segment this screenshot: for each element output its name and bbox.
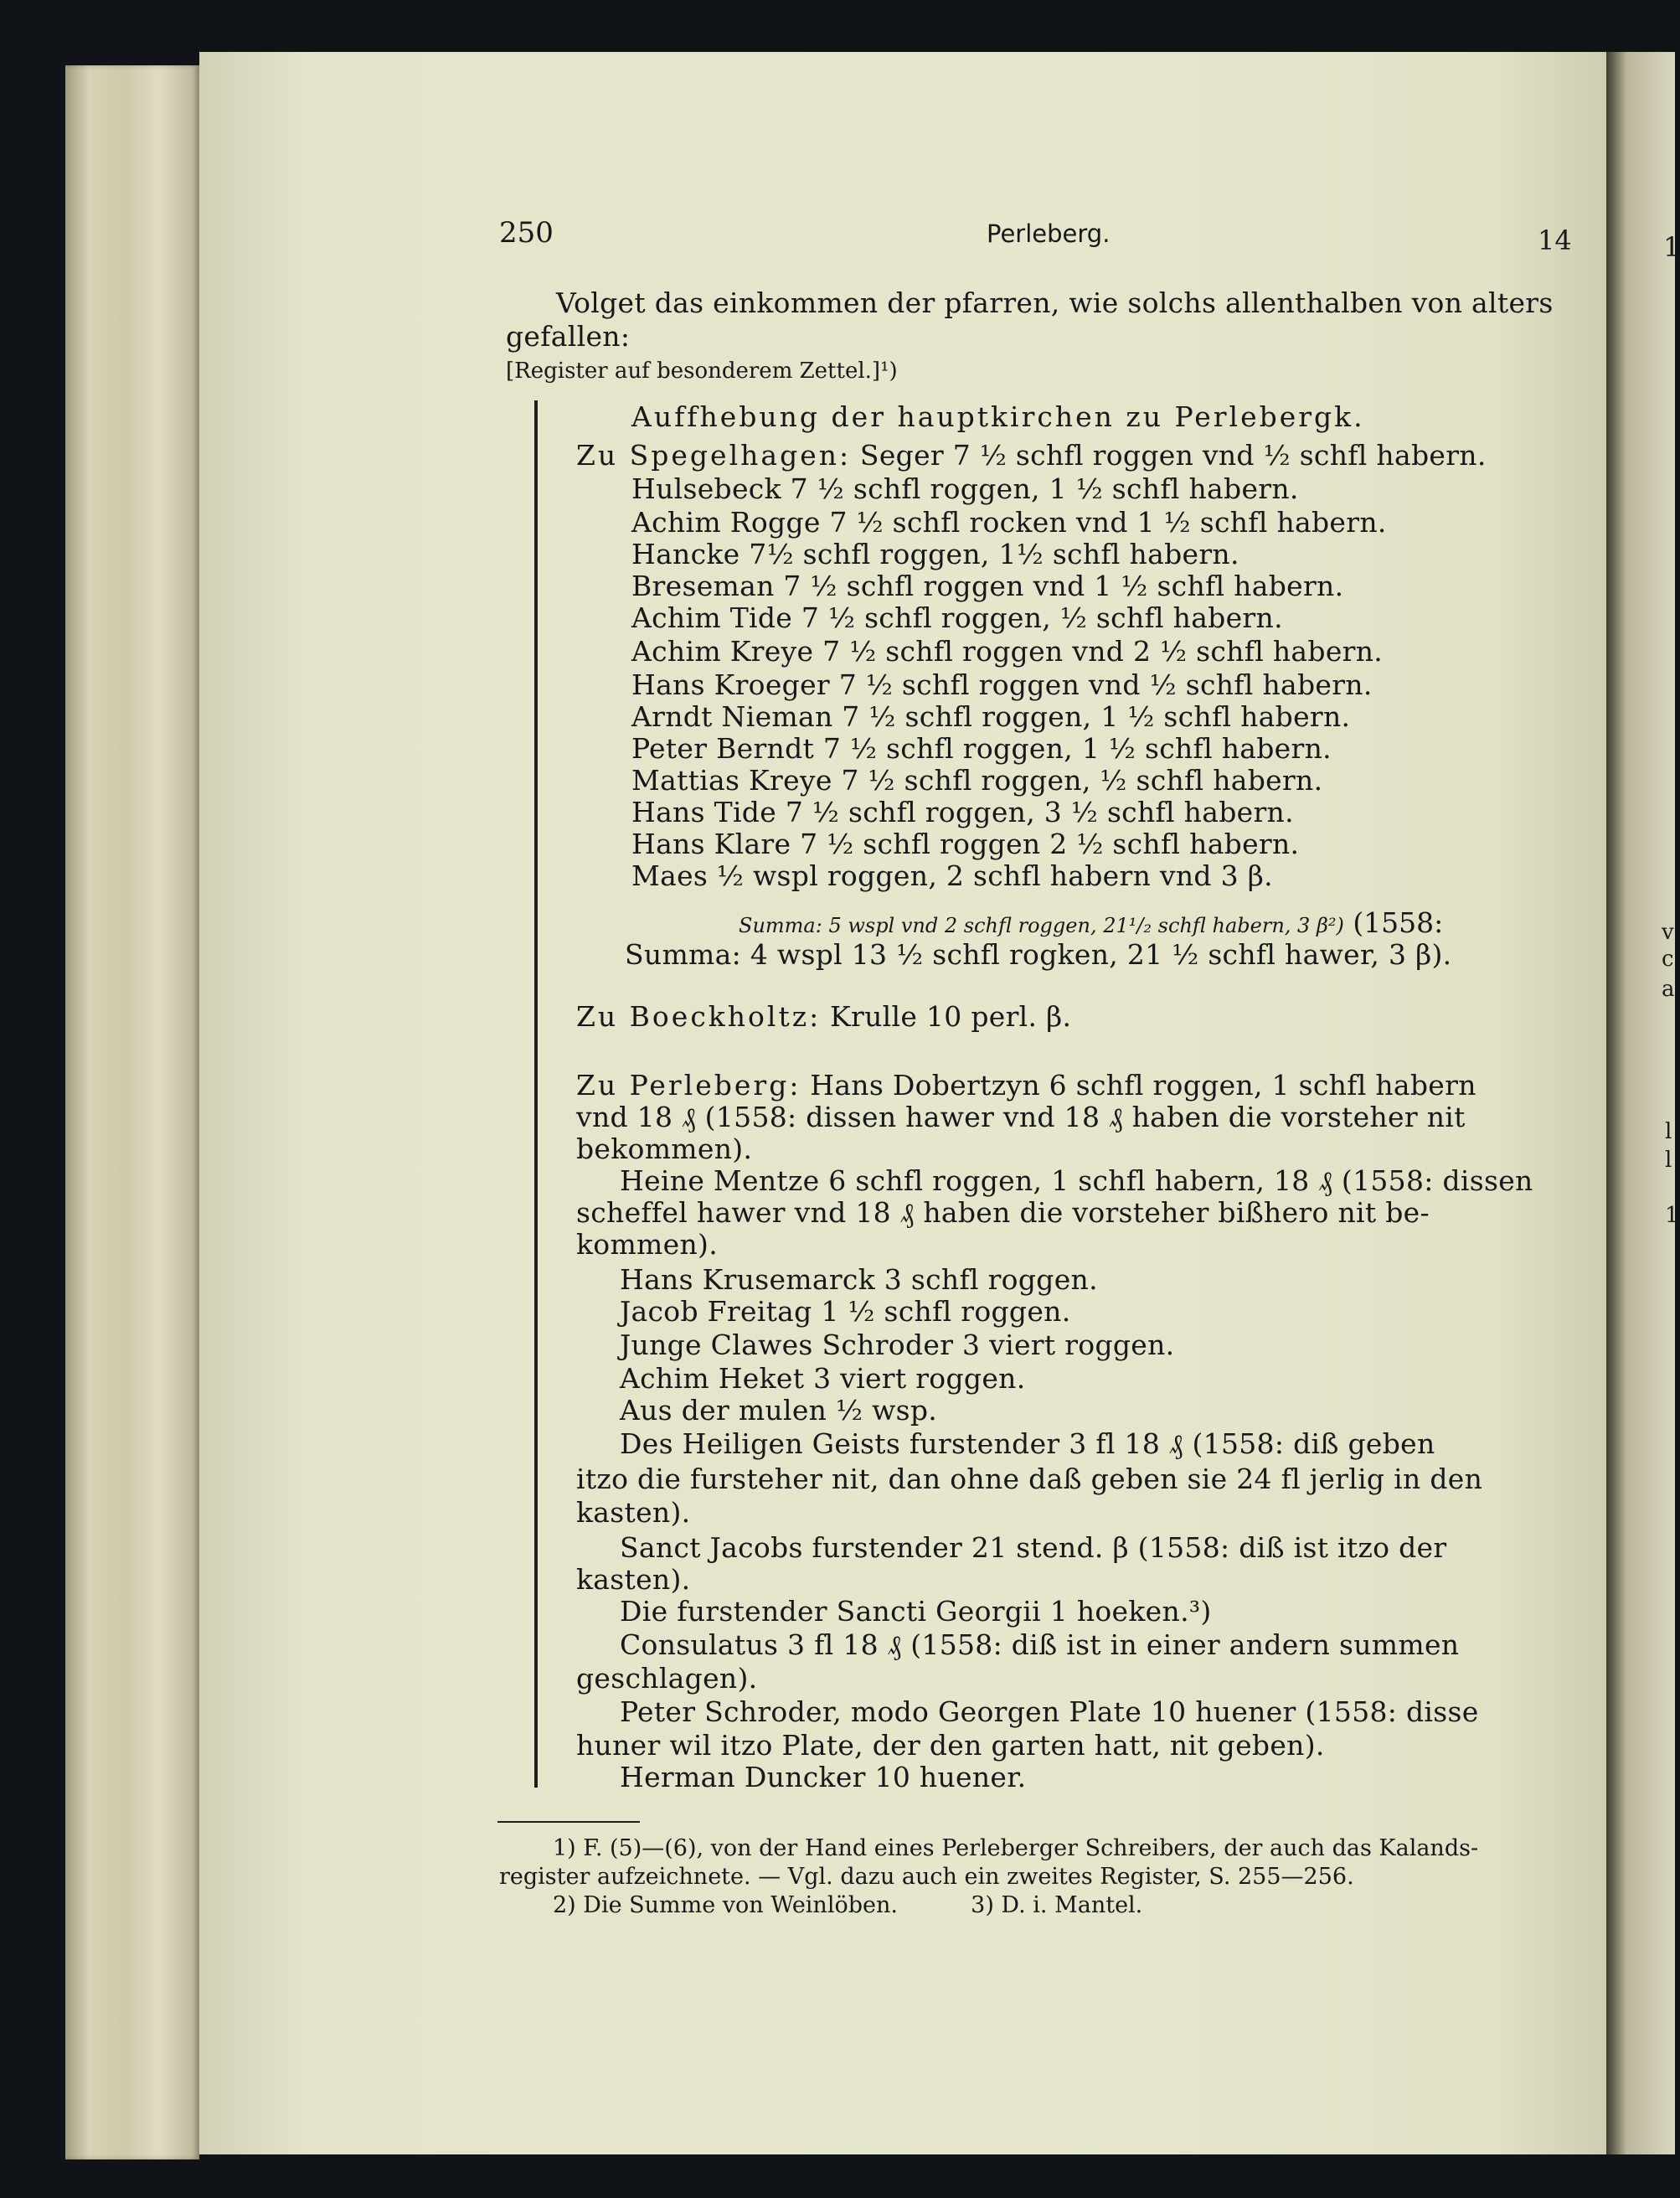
entry: Maes ½ wspl roggen, 2 schfl habern vnd 3 β. (631, 859, 1273, 892)
entry: Hans Kroeger 7 ½ schfl roggen vnd ½ schfl habern. (631, 668, 1373, 701)
footnote: register aufzeichnete. — Vgl. dazu auch ein zweites Register, S. 255—256. (499, 1864, 1354, 1890)
intro-line: gefallen: (506, 320, 631, 353)
entry: Krulle 10 perl. β. (830, 1000, 1072, 1033)
entry: bekommen). (576, 1133, 753, 1165)
next-page-glyph: 1 (1665, 1203, 1679, 1228)
entry: Seger 7 ½ schfl roggen vnd ½ schfl habern. (859, 439, 1487, 472)
summa-line: Summa: 4 wspl 13 ½ schfl rogken, 21 ½ schfl hawer, 3 β). (625, 938, 1452, 971)
entry: Herman Duncker 10 huener. (620, 1761, 1027, 1793)
next-page-edge (1606, 52, 1675, 2154)
entry: Breseman 7 ½ schfl roggen vnd 1 ½ schfl habern. (631, 570, 1344, 602)
running-title: Perleberg. (987, 219, 1111, 248)
page-number: 250 (499, 216, 554, 250)
entry: Junge Clawes Schroder 3 viert roggen. (620, 1329, 1175, 1361)
intro-line: Volget das einkommen der pfarren, wie solchs allenthalben von alters (556, 286, 1554, 319)
book-page-edges (65, 65, 199, 2159)
entry: vnd 18 ₰ (1558: dissen hawer vnd 18 ₰ haben die vorsteher nit (576, 1101, 1466, 1133)
next-page-glyph: v (1662, 920, 1674, 945)
next-page-glyph: 1 (1663, 231, 1680, 263)
entry: huner wil itzo Plate, der den garten hatt, nit geben). (576, 1729, 1325, 1762)
place-heading: Zu Perleberg: (576, 1069, 801, 1102)
next-page-glyph: l (1665, 1148, 1672, 1173)
next-page-glyph: l (1665, 1119, 1672, 1144)
margin-rule (534, 400, 538, 1788)
entry: Jacob Freitag 1 ½ schfl roggen. (620, 1295, 1071, 1328)
entry: Achim Tide 7 ½ schfl roggen, ½ schfl habern. (631, 601, 1283, 634)
entry: Heine Mentze 6 schfl roggen, 1 schfl habern, 18 ₰ (1558: dissen (620, 1164, 1533, 1197)
entry: Peter Schroder, modo Georgen Plate 10 huener (1558: disse (620, 1695, 1479, 1728)
entry: Hancke 7½ schfl roggen, 1½ schfl habern. (631, 538, 1239, 570)
footnote: 3) D. i. Mantel. (971, 1892, 1143, 1918)
place-heading: Zu Spegelhagen: (576, 439, 852, 472)
entry: scheffel hawer vnd 18 ₰ haben die vorsteher bißhero nit be- (576, 1196, 1430, 1229)
entry: Achim Rogge 7 ½ schfl rocken vnd 1 ½ schfl habern. (631, 506, 1387, 539)
footnote: 1) F. (5)—(6), von der Hand eines Perleberger Schreibers, der auch das Kalands- (553, 1835, 1479, 1861)
entry: geschlagen). (576, 1662, 758, 1695)
register-note: [Register auf besonderem Zettel.]¹) (506, 359, 898, 384)
entry: Achim Kreye 7 ½ schfl roggen vnd 2 ½ schfl habern. (631, 635, 1384, 668)
footnote: 2) Die Summe von Weinlöben. (553, 1892, 898, 1918)
summa-italic-tail: (1558: (1353, 906, 1444, 939)
entry: Arndt Nieman 7 ½ schfl roggen, 1 ½ schfl habern. (631, 700, 1351, 733)
entry: Achim Heket 3 viert roggen. (620, 1362, 1026, 1395)
background-top (0, 0, 1675, 52)
place-heading: Zu Boeckholtz: (576, 1000, 822, 1033)
side-marker: 14 (1538, 224, 1572, 256)
entry: Mattias Kreye 7 ½ schfl roggen, ½ schfl habern. (631, 764, 1323, 797)
entry: Aus der mulen ½ wsp. (620, 1394, 938, 1427)
next-page-glyph: c (1662, 947, 1674, 972)
entry: Hans Tide 7 ½ schfl roggen, 3 ½ schfl habern. (631, 796, 1294, 828)
section-title: Auffhebung der hauptkirchen zu Perlebergk. (631, 400, 1365, 433)
entry: kasten). (576, 1563, 691, 1596)
entry: Die furstender Sancti Georgii 1 hoeken.³) (620, 1595, 1212, 1628)
entry: Consulatus 3 fl 18 ₰ (1558: diß ist in einer andern summen (620, 1628, 1460, 1661)
entry: Sanct Jacobs furstender 21 stend. β (1558: diß ist itzo der (620, 1531, 1447, 1564)
entry: Des Heiligen Geists furstender 3 fl 18 ₰ (1558: diß geben (620, 1427, 1435, 1460)
entry: itzo die fursteher nit, dan ohne daß geben sie 24 fl jerlig in den (576, 1463, 1483, 1495)
entry: Hans Klare 7 ½ schfl roggen 2 ½ schfl habern. (631, 828, 1300, 860)
entry: kasten). (576, 1496, 691, 1529)
footnote-rule (497, 1821, 640, 1823)
entry: kommen). (576, 1228, 718, 1261)
summa-italic: Summa: 5 wspl vnd 2 schfl roggen, 21¹/₂ schfl habern, 3 β²) (739, 914, 1344, 937)
entry: Hans Dobertzyn 6 schfl roggen, 1 schfl habern (810, 1069, 1476, 1102)
entry: Hans Krusemarck 3 schfl roggen. (620, 1263, 1098, 1296)
entry: Peter Berndt 7 ½ schfl roggen, 1 ½ schfl habern. (631, 732, 1332, 765)
next-page-glyph: a (1662, 977, 1675, 1002)
entry: Hulsebeck 7 ½ schfl roggen, 1 ½ schfl habern. (631, 472, 1299, 505)
